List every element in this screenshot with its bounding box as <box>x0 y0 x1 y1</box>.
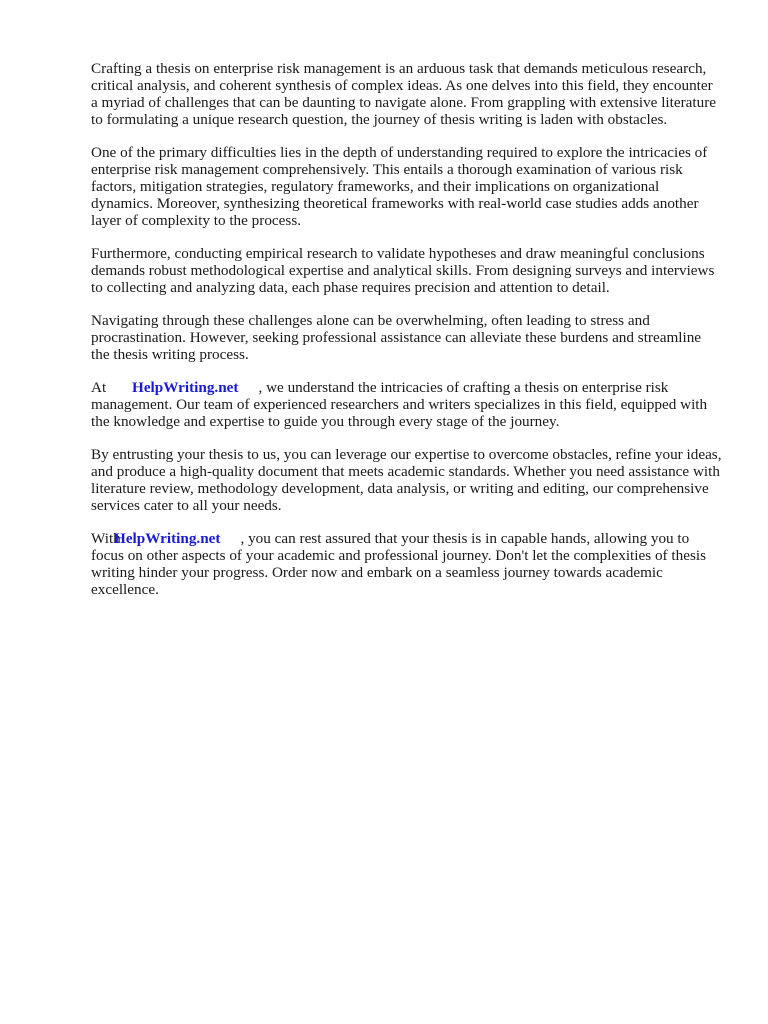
paragraph-with-helpwriting <box>91 530 723 598</box>
paragraph-entrusting: By entrusting your thesis to us, you can leverage our expertise to overcome obstacles, refine your ideas, and produce a high-quality document that meets academic standards. Whether you need assistance with literature review, methodology development, data analysis, or writing and editing, our comprehensive services cater to all your needs. <box>91 446 722 514</box>
paragraph-lead-word: With <box>91 530 121 547</box>
paragraph-lead-word: At <box>91 379 107 396</box>
paragraph-rest-text: , we understand the intricacies of crafting a thesis on enterprise risk management. Our team of experienced researchers and writers specializes in this field, equipped with the knowledge and expertise to guide you through every stage of the journey. <box>91 379 708 430</box>
helpwriting-link[interactable]: HelpWriting.net <box>132 379 239 396</box>
paragraph-at-helpwriting <box>91 379 723 430</box>
paragraph-rest-text: , you can rest assured that your thesis is in capable hands, allowing you to focus on other aspects of your academic and professional journey. Don't let the complexities of thesis writing hinder your progress. Order now and embark on a seamless journey towards academic excellence. <box>91 530 706 598</box>
paragraph-intro: Crafting a thesis on enterprise risk management is an arduous task that demands meticulous research, critical analysis, and coherent synthesis of complex ideas. As one delves into this field, they encounter a myriad of challenges that can be daunting to navigate alone. From grappling with extensive literature to formulating a unique research question, the journey of thesis writing is laden with obstacles. <box>91 60 717 128</box>
paragraph-empirical: Furthermore, conducting empirical research to validate hypotheses and draw meaningful conclusions demands robust methodological expertise and analytical skills. From designing surveys and interviews to collecting and analyzing data, each phase requires precision and attention to detail. <box>91 245 715 296</box>
helpwriting-link[interactable]: HelpWriting.net <box>114 530 221 547</box>
paragraph-navigating: Navigating through these challenges alone can be overwhelming, often leading to stress and procrastination. However, seeking professional assistance can alleviate these burdens and streamline the thesis writing process. <box>91 312 702 363</box>
document-page <box>91 60 723 614</box>
paragraph-difficulties: One of the primary difficulties lies in the depth of understanding required to explore the intricacies of enterprise risk management comprehensively. This entails a thorough examination of various risk factors, mitigation strategies, regulatory frameworks, and their implications on organizational dynamics. Moreover, synthesizing theoretical frameworks with real-world case studies adds another layer of complexity to the process. <box>91 144 708 229</box>
